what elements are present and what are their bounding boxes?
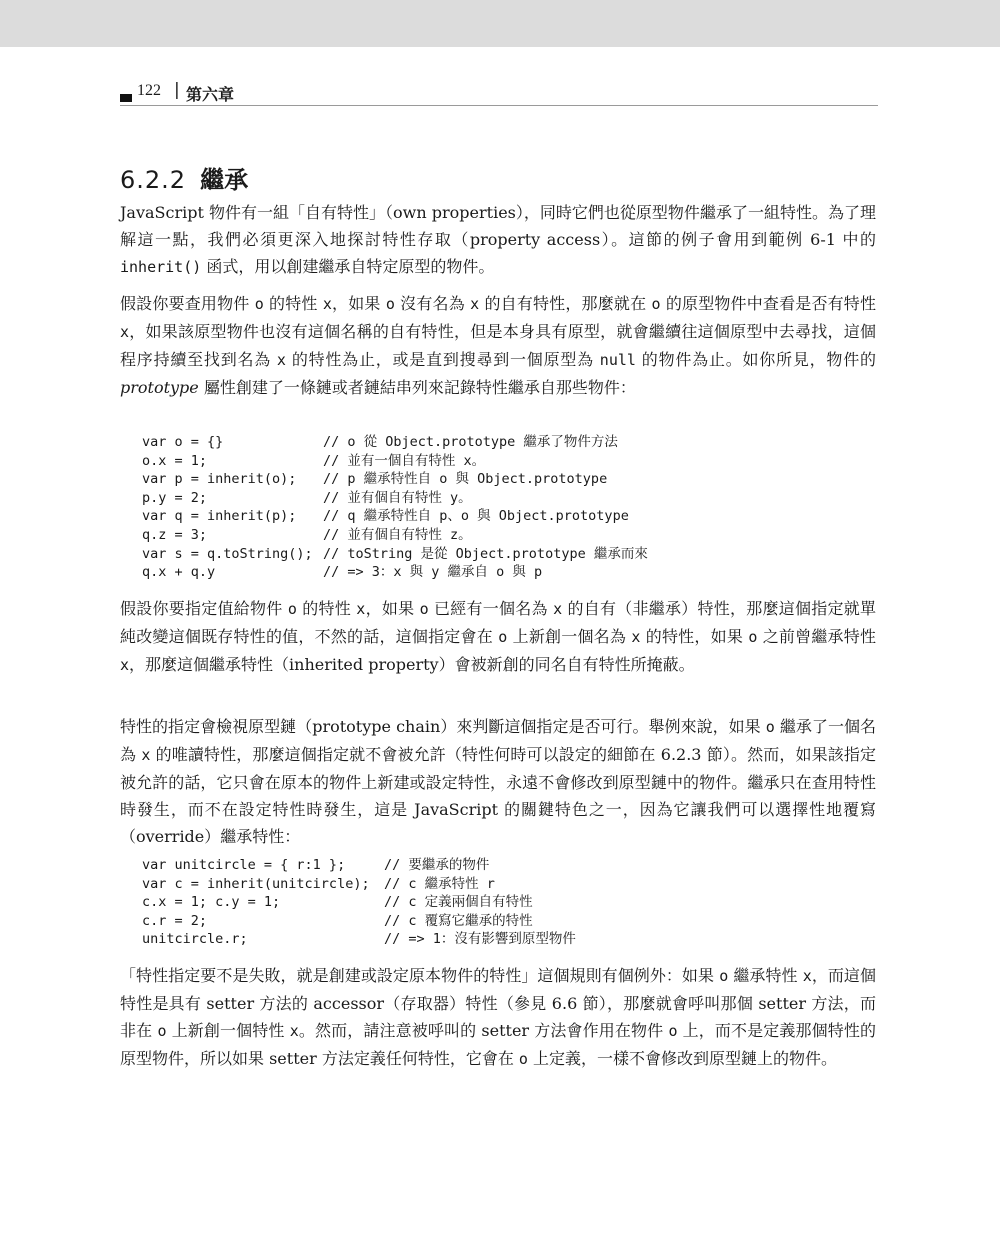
code-line bbox=[142, 856, 576, 875]
text-run: 的自有（非繼承）特性，那麼這個指定就單純改變這個既存特性的值，不然的話，這個指定會在 bbox=[120, 599, 876, 646]
paragraph-5 bbox=[120, 962, 876, 1073]
code-line bbox=[142, 875, 576, 894]
code-comment: // toString 是從 Object.prototype 繼承而來 bbox=[323, 545, 648, 562]
code-comment: // => 3：x 與 y 繼承自 o 與 p bbox=[323, 564, 543, 581]
paragraph-4 bbox=[120, 713, 876, 850]
section-heading bbox=[120, 160, 248, 195]
inline-code: x bbox=[470, 295, 480, 313]
text-run: 的唯讀特性，那麼這個指定就不會被允許（特性何時可以設定的細節在 6.2.3 節）。然而，如果該指定被允許的話，它只會在原本的物件上新建或設定特性，永遠不會修改到原型鏈中的物件。繼承只在查用特性時發生，而不在設定特性時發生，這是 JavaScript 的關鍵特色之一，因為它讓我們可以選擇性地覆寫（override）繼承特性： bbox=[120, 745, 876, 846]
text-run: 假設你要查用物件 bbox=[120, 294, 255, 313]
inline-code: o bbox=[765, 718, 775, 736]
text-run: 的特性，如果 bbox=[640, 627, 749, 646]
text-run: ，那麼這個繼承特性（inherited property）會被新創的同名自有特性所掩蔽。 bbox=[129, 655, 695, 674]
paragraph-2 bbox=[120, 290, 876, 401]
text-run: 的特性 bbox=[263, 294, 323, 313]
code-comment: // 並有一個自有特性 x。 bbox=[323, 452, 486, 469]
section-title: 繼承 bbox=[200, 166, 249, 194]
page-header bbox=[120, 80, 878, 106]
code-statement: o.x = 1; bbox=[142, 452, 208, 469]
text-run: 假設你要指定值給物件 bbox=[120, 599, 288, 618]
text-run: 的特性 bbox=[296, 599, 357, 618]
code-statement: var c = inherit(unitcircle); bbox=[142, 875, 370, 892]
code-line bbox=[142, 507, 648, 526]
inline-code: o bbox=[518, 1050, 528, 1068]
text-run: ，如果該原型物件也沒有這個名稱的自有特性，但是本身具有原型，就會繼續往這個原型中去尋找，這個程序持續至找到名為 bbox=[120, 322, 876, 369]
text-run: JavaScript 物件有一組「自有特性」（own properties），同時它們也從原型物件繼承了一組特性。為了理解這一點，我們必須更深入地探討特性存取（property access）。這節的例子會用到範例 6-1 中的 bbox=[120, 203, 876, 249]
code-statement: p.y = 2; bbox=[142, 489, 208, 506]
header-separator: | bbox=[174, 80, 180, 100]
inline-code: x bbox=[141, 746, 151, 764]
code-comment: // p 繼承特性自 o 與 Object.prototype bbox=[323, 471, 608, 488]
inline-code: x bbox=[276, 351, 286, 369]
text-run: 繼承特性 bbox=[728, 966, 803, 985]
code-comment: // c 定義兩個自有特性 bbox=[384, 894, 533, 911]
code-statement: unitcircle.r; bbox=[142, 931, 248, 948]
paragraph-1 bbox=[120, 199, 876, 281]
text-run: 沒有名為 bbox=[394, 294, 471, 313]
text-run: ，如果 bbox=[331, 294, 386, 313]
inline-code: x bbox=[356, 600, 366, 618]
text-run: 繼承了一個名為 bbox=[120, 717, 876, 764]
page-number: 122 bbox=[137, 82, 161, 99]
code-comment: // q 繼承特性自 p、o 與 Object.prototype bbox=[323, 508, 629, 525]
code-comment: // 並有個自有特性 y。 bbox=[323, 489, 472, 506]
code-line bbox=[142, 930, 576, 949]
code-line bbox=[142, 470, 648, 489]
inline-code: null bbox=[599, 351, 636, 369]
inline-code: o bbox=[254, 295, 264, 313]
code-block-2 bbox=[142, 856, 576, 949]
code-statement: var q = inherit(p); bbox=[142, 508, 297, 525]
text-run: 上，而不是定義那個特性的原型物件，所以如果 setter 方法定義任何特性，它會在 bbox=[120, 1021, 876, 1068]
text-run: 。然而，請注意被呼叫的 setter 方法會作用在物件 bbox=[298, 1021, 669, 1040]
paragraph-3 bbox=[120, 595, 876, 679]
inline-code: x bbox=[553, 600, 563, 618]
text-run: ，而這個特性是具有 setter 方法的 accessor（存取器）特性（參見 6.6 節），那麼就會呼叫那個 setter 方法，而非在 bbox=[120, 966, 876, 1040]
code-statement: var o = {} bbox=[142, 434, 224, 450]
code-line bbox=[142, 912, 576, 931]
code-line bbox=[142, 489, 648, 508]
inline-code: x bbox=[322, 295, 332, 313]
text-run: ，如果 bbox=[365, 599, 420, 618]
inline-code: x bbox=[120, 323, 130, 341]
code-statement: var p = inherit(o); bbox=[142, 471, 297, 488]
code-statement: c.r = 2; bbox=[142, 912, 208, 929]
text-run: 上新創一個特性 bbox=[166, 1021, 290, 1040]
code-statement: var unitcircle = { r:1 }; bbox=[142, 857, 346, 873]
text-run: 上新創一個名為 bbox=[507, 627, 632, 646]
inline-code: x bbox=[289, 1022, 299, 1040]
text-run: 的自有特性，那麼就在 bbox=[479, 294, 652, 313]
inline-code: o bbox=[651, 295, 661, 313]
text-run: 已經有一個名為 bbox=[428, 599, 554, 618]
text-run: 之前曾繼承特性 bbox=[757, 627, 876, 646]
section-number: 6.2.2 bbox=[120, 166, 187, 194]
inline-code: o bbox=[719, 967, 729, 985]
inline-code: x bbox=[120, 656, 130, 674]
page-marker bbox=[120, 94, 132, 102]
inline-code: x bbox=[802, 967, 812, 985]
code-block-1 bbox=[142, 433, 648, 582]
inline-code: x bbox=[631, 628, 641, 646]
inline-code: o bbox=[668, 1022, 678, 1040]
code-statement: c.x = 1; c.y = 1; bbox=[142, 894, 281, 911]
inline-code: inherit() bbox=[120, 258, 202, 276]
code-comment: // c 繼承特性 r bbox=[384, 875, 495, 892]
code-comment: // 並有個自有特性 z。 bbox=[323, 526, 472, 543]
chapter-title: 第六章 bbox=[186, 85, 235, 104]
code-line bbox=[142, 563, 648, 582]
text-run: 屬性創建了一條鏈或者鏈結串列來記錄特性繼承自那些物件： bbox=[198, 378, 636, 397]
code-line bbox=[142, 452, 648, 471]
code-statement: q.x + q.y bbox=[142, 564, 216, 581]
code-line bbox=[142, 433, 648, 452]
inline-code: o bbox=[385, 295, 395, 313]
text-run: 特性的指定會檢視原型鏈（prototype chain）來判斷這個指定是否可行。舉例來說，如果 bbox=[120, 717, 766, 736]
code-line bbox=[142, 526, 648, 545]
inline-code: o bbox=[748, 628, 758, 646]
top-bar bbox=[0, 0, 1000, 47]
code-statement: q.z = 3; bbox=[142, 526, 208, 543]
code-comment: // o 從 Object.prototype 繼承了物件方法 bbox=[323, 434, 618, 450]
text-run: 的原型物件中查看是否有特性 bbox=[660, 294, 876, 313]
inline-code: o bbox=[419, 600, 429, 618]
code-line bbox=[142, 545, 648, 564]
text-run: 「特性指定要不是失敗，就是創建或設定原本物件的特性」這個規則有個例外：如果 bbox=[120, 966, 720, 985]
text-run: 的物件為止。如你所見，物件的 bbox=[635, 350, 876, 369]
code-comment: // => 1：沒有影響到原型物件 bbox=[384, 931, 576, 948]
code-statement: var s = q.toString(); bbox=[142, 545, 313, 562]
inline-code: o bbox=[157, 1022, 167, 1040]
inline-code: o bbox=[287, 600, 297, 618]
text-run: 函式，用以創建繼承自特定原型的物件。 bbox=[201, 257, 495, 276]
text-run: 上定義，一樣不會修改到原型鏈上的物件。 bbox=[527, 1049, 838, 1068]
italic-term: prototype bbox=[120, 378, 199, 397]
text-run: 的特性為止，或是直到搜尋到一個原型為 bbox=[285, 350, 600, 369]
code-comment: // 要繼承的物件 bbox=[384, 857, 490, 873]
code-line bbox=[142, 893, 576, 912]
inline-code: o bbox=[498, 628, 508, 646]
code-comment: // c 覆寫它繼承的特性 bbox=[384, 912, 533, 929]
